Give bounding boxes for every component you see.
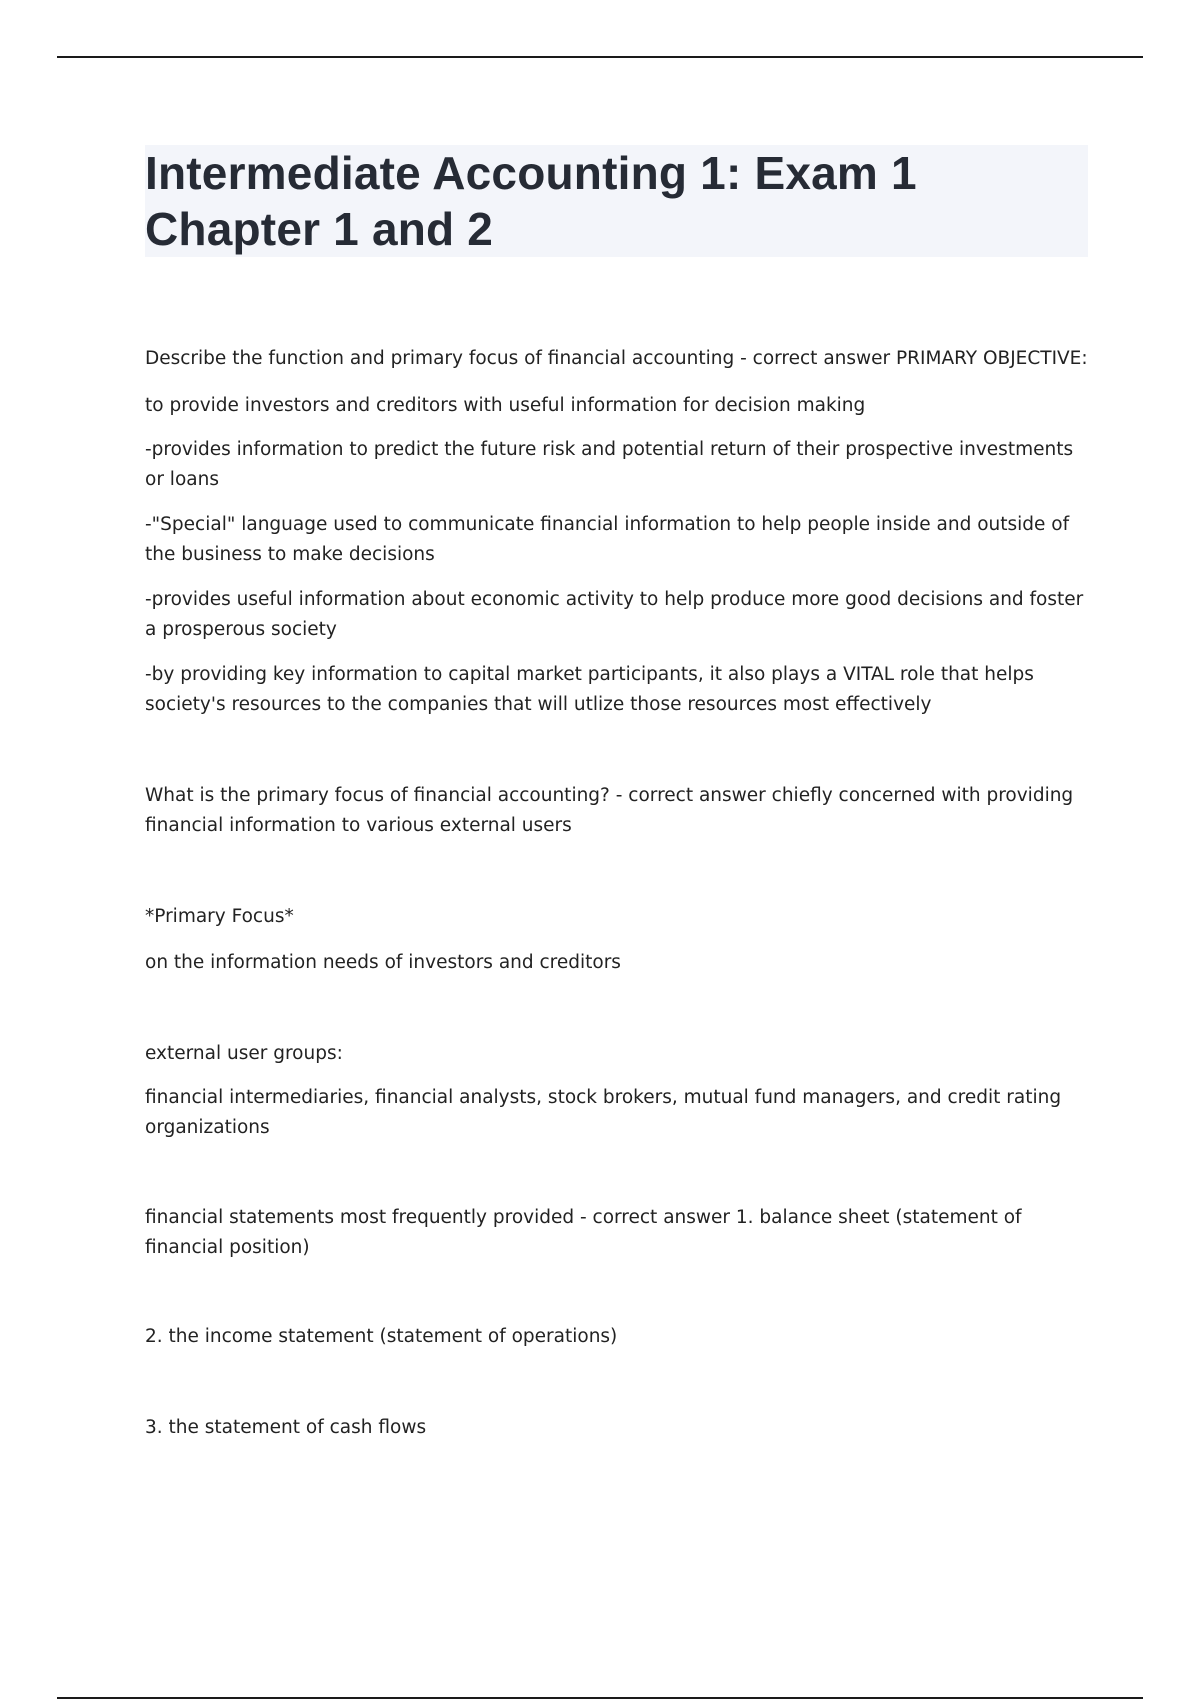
answer-text: 3. the statement of cash flows bbox=[145, 1417, 427, 1438]
paragraph-11 bbox=[145, 1083, 1090, 1143]
paragraph-6 bbox=[145, 660, 1090, 720]
paragraph-9 bbox=[145, 948, 1090, 978]
paragraph-7 bbox=[145, 781, 1090, 841]
paragraph-14 bbox=[145, 1413, 1090, 1443]
answer-text: external user groups: bbox=[145, 1043, 343, 1064]
answer-text: on the information needs of investors and creditors bbox=[145, 952, 621, 973]
paragraph-8 bbox=[145, 902, 1090, 932]
answer-text: 2. the income statement (statement of operations) bbox=[145, 1326, 618, 1347]
paragraph-1 bbox=[145, 344, 1090, 374]
question-text: What is the primary focus of financial accounting? - correct answer chiefly concerned with providing financial information to various external users bbox=[145, 785, 1074, 836]
answer-text: -"Special" language used to communicate financial information to help people inside and outside of the business to make decisions bbox=[145, 514, 1070, 565]
bottom-rule bbox=[57, 1697, 1143, 1699]
paragraph-3 bbox=[145, 435, 1090, 495]
title-line-2: Chapter 1 and 2 bbox=[145, 203, 494, 255]
answer-text: to provide investors and creditors with useful information for decision making bbox=[145, 395, 866, 416]
title-banner bbox=[145, 145, 1088, 257]
question-text: financial statements most frequently provided - correct answer 1. balance sheet (statement of financial position) bbox=[145, 1207, 1022, 1258]
paragraph-10 bbox=[145, 1039, 1090, 1069]
answer-text: *Primary Focus* bbox=[145, 906, 294, 927]
paragraph-13 bbox=[145, 1322, 1090, 1352]
top-rule bbox=[57, 56, 1143, 58]
paragraph-5 bbox=[145, 585, 1090, 645]
document-title bbox=[145, 145, 1088, 257]
paragraph-2 bbox=[145, 391, 1090, 421]
answer-text: -provides useful information about economic activity to help produce more good decisions and foster a prosperous society bbox=[145, 589, 1084, 640]
answer-text: -by providing key information to capital market participants, it also plays a VITAL role that helps society's resources to the companies that will utlize those resources most effectively bbox=[145, 664, 1034, 715]
paragraph-12 bbox=[145, 1203, 1090, 1263]
answer-text: financial intermediaries, financial analysts, stock brokers, mutual fund managers, and credit rating organizations bbox=[145, 1087, 1062, 1138]
paragraph-4 bbox=[145, 510, 1090, 570]
answer-text: -provides information to predict the future risk and potential return of their prospective investments or loans bbox=[145, 439, 1074, 490]
title-line-1: Intermediate Accounting 1: Exam 1 bbox=[145, 147, 917, 199]
question-text: Describe the function and primary focus of financial accounting - correct answer PRIMARY OBJECTIVE: bbox=[145, 348, 1088, 369]
